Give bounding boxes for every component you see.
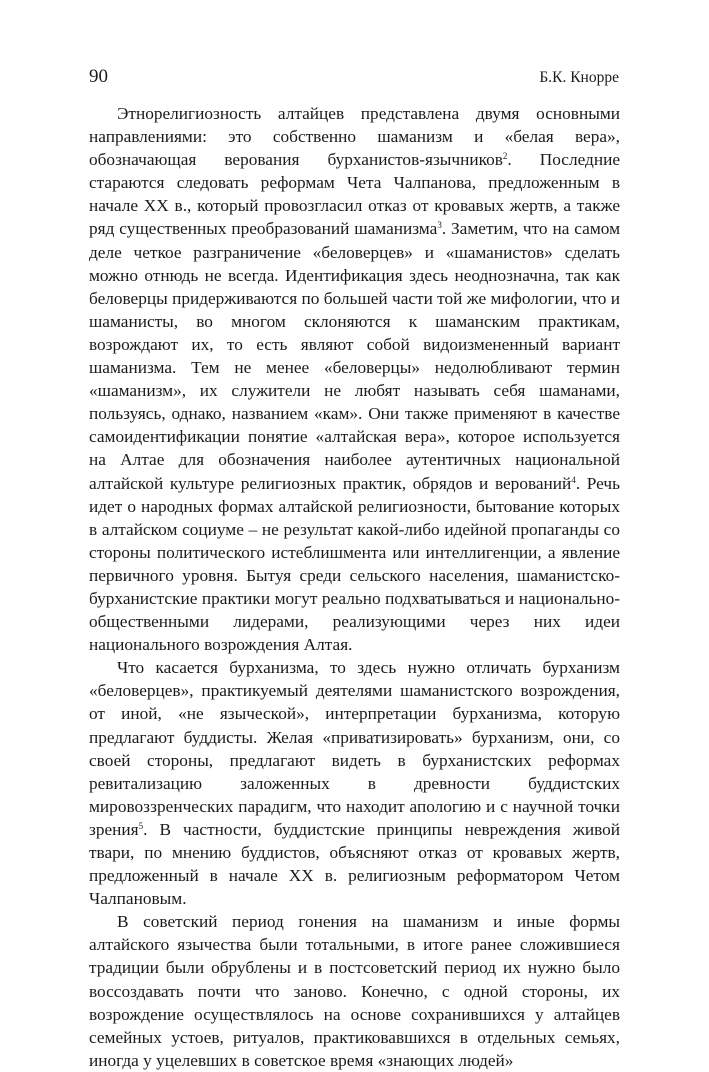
footnote-ref[interactable]: 5 [138,820,144,831]
paragraph-text: . Последние стараются следовать реформам Чета Чалпанова, предложенным в начале XX в., который провозгласил отказ от кровавых жертв, а также ряд существенных преобразований шаманизма [89,150,620,239]
footnote-ref[interactable]: 3 [437,220,442,231]
paragraph-text: . В частности, буддистские принципы невреждения живой твари, по мнению буддистов, объясняют отказ от кровавых жертв, предложенный в начале XX в. религиозным реформатором Четом Чалпановым. [89,819,620,909]
paragraph [89,910,620,1072]
paragraph [89,102,620,656]
page-header [89,66,619,90]
page-number: 90 [89,66,108,87]
paragraph [89,656,620,910]
footnote-ref[interactable]: 4 [571,474,576,485]
paragraph-text: . Заметим, что на самом деле четкое разграничение «беловерцев» и «шаманистов» сделать можно отнюдь не всегда. Идентификация здесь неоднозначна, так как беловерцы придерживаются по большей части той же мифологии, что и шаманисты, во многом склоняются к шаманским практикам, возрождают их, то есть являют собой видоизмененный вариант шаманизма. Тем не менее «беловерцы» недолюбливают термин «шаманизм», их служители не любят называть себя шаманами, пользуясь, однако, названием «кам». Они также применяют в качестве самоидентификации понятие «алтайская вера», которое используется на Алтае для обозначения наиболее аутентичных национальной алтайской культуре религиозных практик, обрядов и верований [89,219,621,493]
paragraph-text: Этнорелигиозность алтайцев представлена двумя основными направлениями: это собственно шаманизм и «белая вера», обозначающая верования бурханистов-язычников [89,104,620,170]
body-text [89,102,620,1072]
running-head-author: Б.К. Кнорре [539,69,619,86]
paragraph-text: Что касается бурханизма, то здесь нужно отличать бурханизм «беловерцев», практикуемый деятелями шаманистского возрождения, от иной, «не языческой», интерпретации бурханизма, которую предлагают буддисты. Желая «приватизировать» бурханизм, они, со своей стороны, предлагают видеть в бурханистских реформах ревитализацию заложенных в древности буддистских мировоззренческих парадигм, что находит апологию и с научной точки зрения [89,658,620,839]
paragraph-text: . Речь идет о народных формах алтайской религиозности, бытование которых в алтайском социуме – не результат какой-либо идейной пропаганды со стороны политического истеблишмента или интеллигенции, а явление первичного уровня. Бытуя среди сельского населения, шаманистско-бурханистские практики могут реально подхватываться и национально-общественными лидерами, реализующими через них идеи национального возрождения Алтая. [89,473,620,655]
paragraph-text: В советский период гонения на шаманизм и иные формы алтайского язычества были тотальными, в итоге ранее сложившиеся традиции были обрублены и в постсоветский период их нужно было воссоздавать почти что заново. Конечно, с одной стороны, их возрождение осуществлялось на основе сохранившихся у алтайцев семейных устоев, ритуалов, практиковавшихся в отдельных семьях, иногда у уцелевших в советское время «знающих людей» [89,912,620,1070]
footnote-ref[interactable]: 2 [502,151,508,162]
